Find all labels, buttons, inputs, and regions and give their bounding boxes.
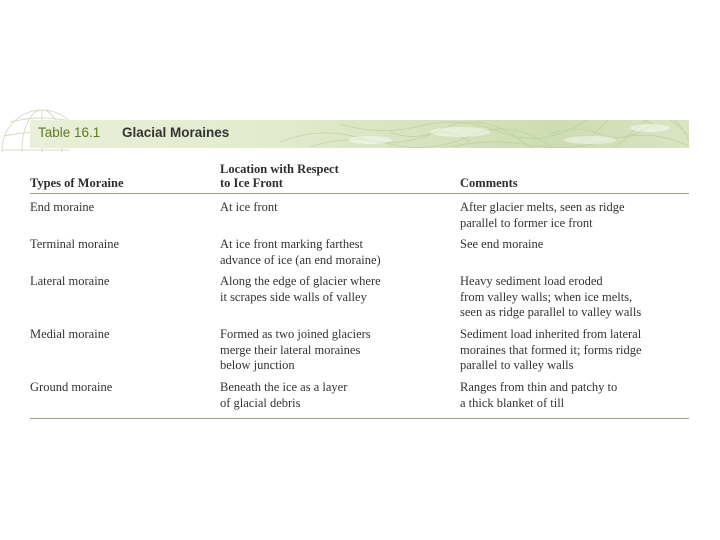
cell-location: At ice front — [220, 200, 278, 214]
table-title: Glacial Moraines — [122, 125, 230, 140]
cell-location: Along the edge of glacier where it scrapes side walls of valley — [220, 274, 381, 304]
table-number: Table 16.1 — [38, 125, 101, 140]
cell-comments: See end moraine — [460, 237, 544, 251]
cell-location: Formed as two joined glaciers merge their lateral moraines below junction — [220, 327, 371, 372]
cell-comments: Heavy sediment load eroded from valley walls; when ice melts, seen as ridge parallel to valley walls — [460, 274, 642, 319]
header-divider — [30, 193, 689, 194]
cell-moraine-type: Ground moraine — [30, 380, 113, 394]
cell-comments: Ranges from thin and patchy to a thick blanket of till — [460, 380, 618, 410]
table-bottom-rule — [30, 418, 689, 419]
header-location: Location with Respect to Ice Front — [220, 162, 339, 190]
cell-moraine-type: End moraine — [30, 200, 95, 214]
header-types-of-moraine: Types of Moraine — [30, 176, 124, 190]
cell-location: At ice front marking farthest advance of ice (an end moraine) — [220, 237, 381, 267]
cell-comments: After glacier melts, seen as ridge parallel to former ice front — [460, 200, 625, 230]
table-header-row — [30, 160, 689, 192]
cell-moraine-type: Medial moraine — [30, 327, 110, 341]
cell-moraine-type: Terminal moraine — [30, 237, 120, 251]
cell-location: Beneath the ice as a layer of glacial debris — [220, 380, 348, 410]
cell-moraine-type: Lateral moraine — [30, 274, 110, 288]
table-title-banner — [30, 120, 689, 148]
cell-comments: Sediment load inherited from lateral moraines that formed it; forms ridge parallel to valley walls — [460, 327, 642, 372]
header-comments: Comments — [460, 176, 518, 190]
